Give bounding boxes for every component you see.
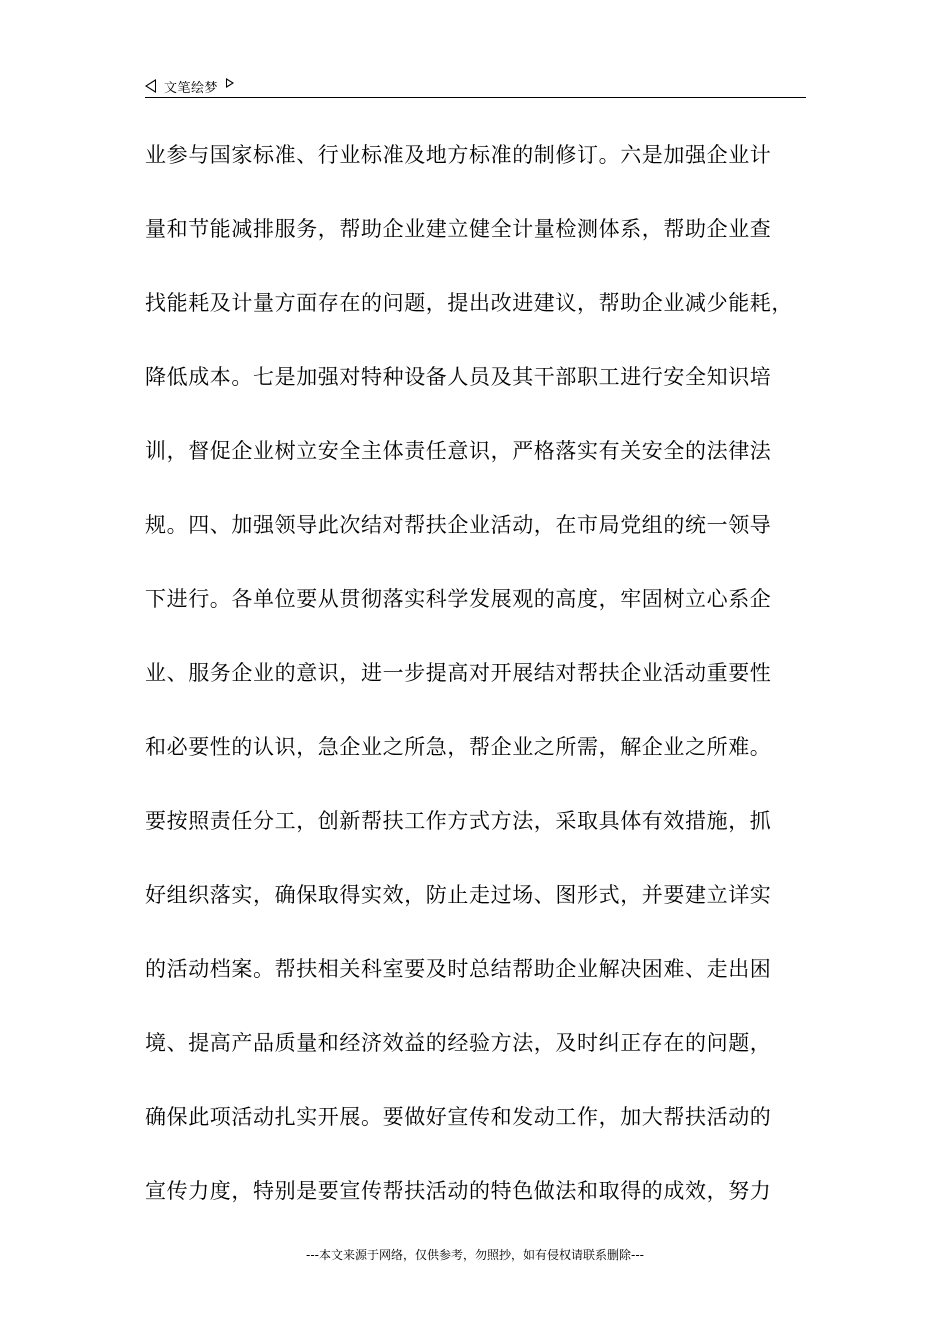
text-line: 找能耗及计量方面存在的问题，提出改进建议，帮助企业减少能耗， <box>145 291 793 315</box>
page-header <box>145 76 234 96</box>
text-line: 业、服务企业的意识，进一步提高对开展结对帮扶企业活动重要性 <box>145 661 772 685</box>
text-line: 规。四、加强领导此次结对帮扶企业活动，在市局党组的统一领导 <box>145 513 772 537</box>
text-line: 确保此项活动扎实开展。要做好宣传和发动工作，加大帮扶活动的 <box>145 1105 772 1129</box>
brand-name: 文笔绘梦 <box>164 80 219 96</box>
text-line: 业参与国家标准、行业标准及地方标准的制修订。六是加强企业计 <box>145 143 772 167</box>
text-line: 量和节能减排服务，帮助企业建立健全计量检测体系，帮助企业查 <box>145 217 772 241</box>
text-line: 和必要性的认识，急企业之所急，帮企业之所需，解企业之所难。 <box>145 735 772 759</box>
text-line: 下进行。各单位要从贯彻落实科学发展观的高度，牢固树立心系企 <box>145 587 772 611</box>
text-line: 的活动档案。帮扶相关科室要及时总结帮助企业解决困难、走出困 <box>145 957 772 981</box>
triangle-left-icon <box>145 79 156 93</box>
document-body <box>145 118 815 1228</box>
text-line: 训，督促企业树立安全主体责任意识，严格落实有关安全的法律法 <box>145 439 772 463</box>
header-divider <box>145 97 806 98</box>
triangle-right-icon <box>226 78 234 88</box>
footer-notice: ---本文来源于网络，仅供参考，勿照抄，如有侵权请联系删除--- <box>306 1248 644 1262</box>
text-line: 要按照责任分工，创新帮扶工作方式方法，采取具体有效措施，抓 <box>145 809 772 833</box>
text-line: 好组织落实，确保取得实效，防止走过场、图形式，并要建立详实 <box>145 883 772 907</box>
text-line: 宣传力度，特别是要宣传帮扶活动的特色做法和取得的成效，努力 <box>145 1179 772 1203</box>
text-line: 境、提高产品质量和经济效益的经验方法，及时纠正存在的问题， <box>145 1031 772 1055</box>
text-line: 降低成本。七是加强对特种设备人员及其干部职工进行安全知识培 <box>145 365 772 389</box>
